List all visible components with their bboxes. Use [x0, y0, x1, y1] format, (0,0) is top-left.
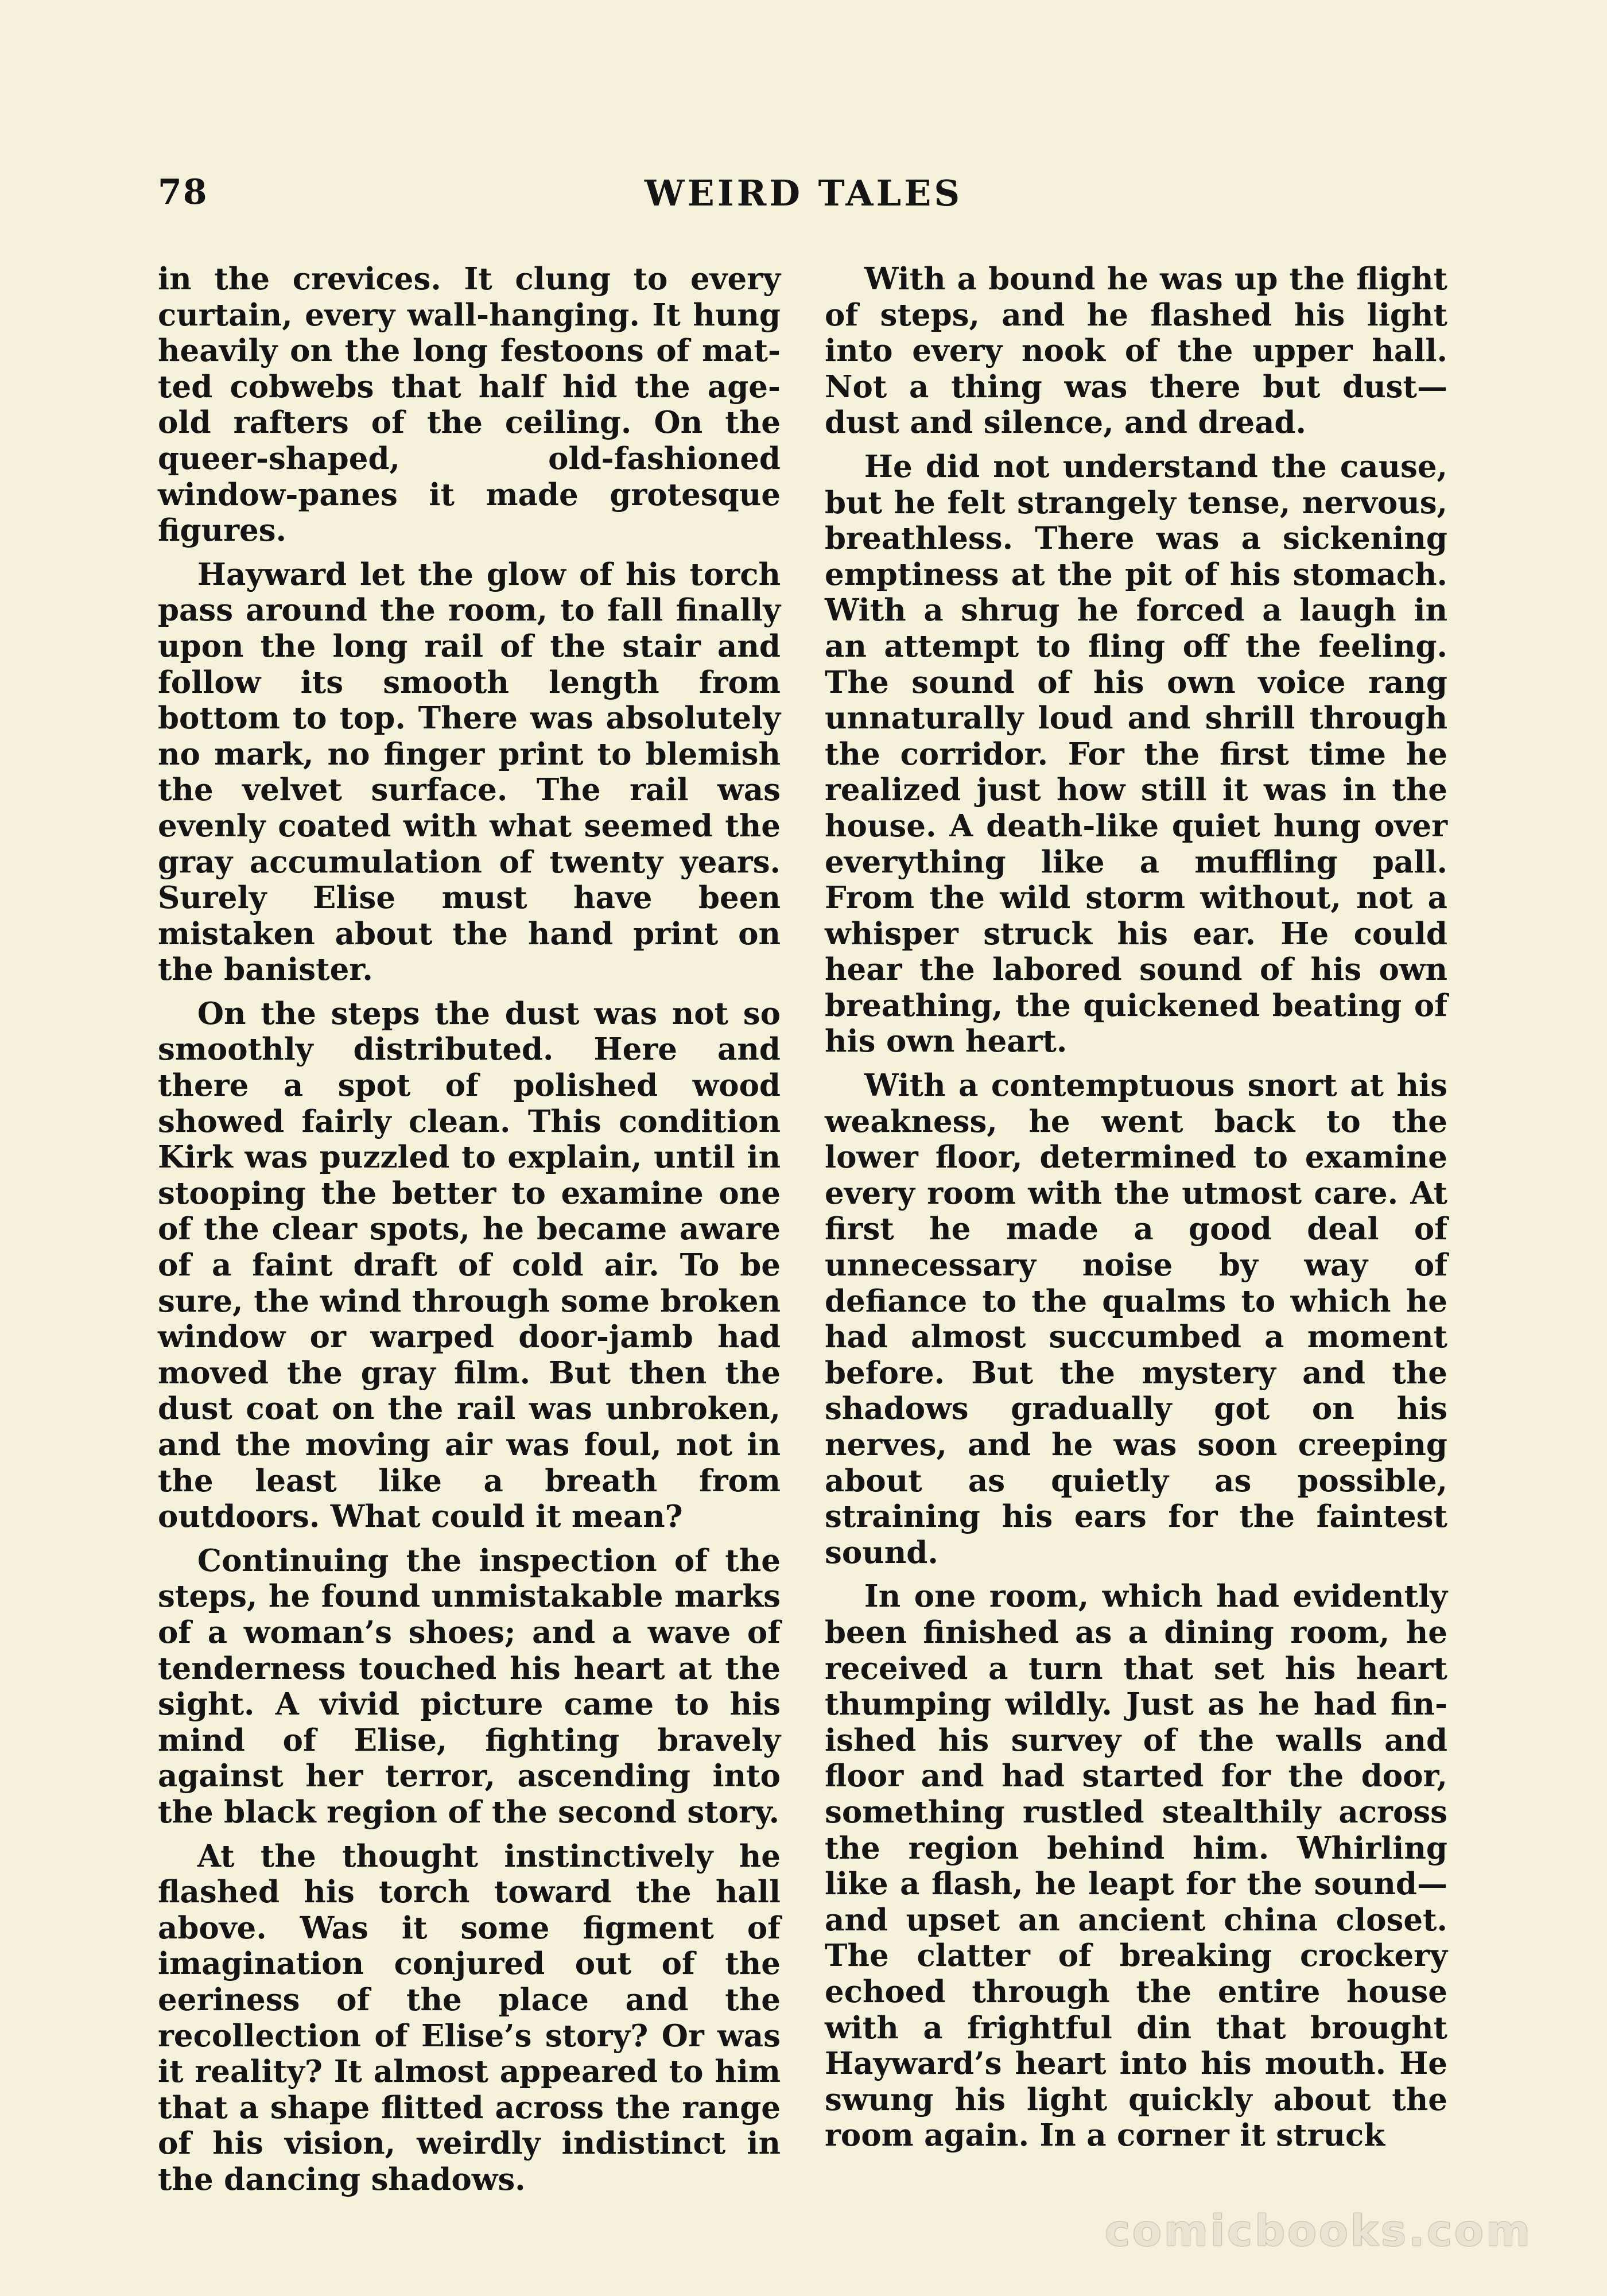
- paragraph: At the thought instinctively he flashed his torch toward the hall above. Was it some figment of imagination conjured out of the eeriness of the place and the recollection of Elise’s story? Or was it reality? It almost appeared to him that a shape flitted across the range of his vision, weirdly indistinct in the dancing shadows.: [158, 1838, 781, 2197]
- paragraph: With a bound he was up the flight of steps, and he flashed his light into every nook of the upper hall. Not a thing was there but dust—dust and silence, and dread.: [825, 261, 1447, 441]
- paragraph: He did not understand the cause, but he felt strangely tense, nervous, breathless. There was a sickening emptiness at the pit of his stomach. With a shrug he forced a laugh in an attempt to fling off the feeling. The sound of his own voice rang unnaturally loud and shrill through the corridor. For the first time he realized just how still it was in the house. A death-like quiet hung over everything like a muffling pall. From the wild storm without, not a whisper struck his ear. He could hear the labored sound of his own breathing, the quickened beating of his own heart.: [825, 448, 1447, 1060]
- left-text-column: [158, 261, 781, 2205]
- paragraph: With a contemptuous snort at his weakness, he went back to the lower floor, determined to examine every room with the utmost care. At first he made a good deal of unnecessary noise by way of defiance to the qualms to which he had almost succumbed a moment before. But the mystery and the shadows gradually got on his nerves, and he was soon creeping about as quietly as possible, straining his ears for the faintest sound.: [825, 1068, 1447, 1570]
- paragraph: In one room, which had evidently been finished as a dining room, he received a turn that set his heart thumping wildly. Just as he had finished his survey of the walls and floor and had started for the door, something rustled stealthily across the region behind him. Whirling like a flash, he leapt for the sound—and upset an ancient china closet. The clatter of breaking crockery echoed through the entire house with a frightful din that brought Hayward’s heart into his mouth. He swung his light quickly about the room again. In a corner it struck: [825, 1578, 1447, 2154]
- running-title: WEIRD TALES: [644, 172, 963, 214]
- paragraph: On the steps the dust was not so smoothly distributed. Here and there a spot of polished wood showed fairly clean. This condition Kirk was puzzled to explain, until in stooping the better to examine one of the clear spots, he became aware of a faint draft of cold air. To be sure, the wind through some broken window or warped door-jamb had moved the gray film. But then the dust coat on the rail was unbroken, and the moving air was foul, not in the least like a breath from outdoors. What could it mean?: [158, 995, 781, 1535]
- page-number: 78: [158, 172, 208, 212]
- paragraph-continued: in the crevices. It clung to every curtain, every wall-hanging. It hung heavily on the long festoons of matted cobwebs that half hid the age-old rafters of the ceiling. On the queer-shaped, old-fashioned window-panes it made grotesque figures.: [158, 261, 781, 549]
- right-text-column: [825, 261, 1447, 2162]
- page-header: [158, 172, 1449, 224]
- paragraph: Hayward let the glow of his torch pass around the room, to fall finally upon the long rail of the stair and follow its smooth length from bottom to top. There was absolutely no mark, no finger print to blemish the velvet surface. The rail was evenly coated with what seemed the gray accumulation of twenty years. Surely Elise must have been mistaken about the hand print on the banister.: [158, 556, 781, 988]
- paragraph: Continuing the inspection of the steps, he found unmistakable marks of a woman’s shoes; and a wave of tenderness touched his heart at the sight. A vivid picture came to his mind of Elise, fighting bravely against her terror, ascending into the black region of the second story.: [158, 1542, 781, 1830]
- site-watermark: comicbooks.com: [1105, 2206, 1532, 2256]
